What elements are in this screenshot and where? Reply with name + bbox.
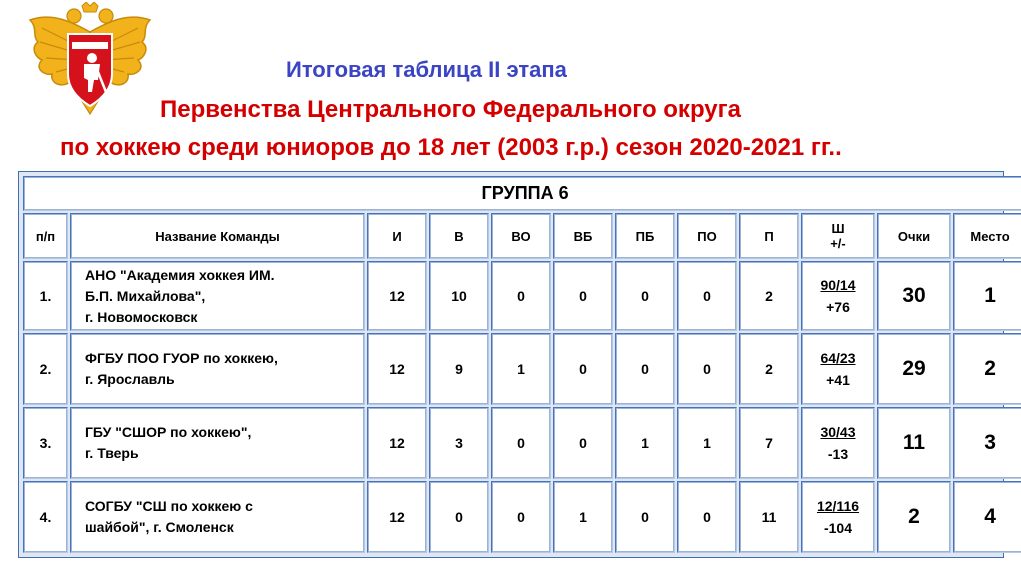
header-team: Название Команды [70,213,365,259]
team-name-line: г. Новомосковск [85,308,198,325]
so-wins-cell: 1 [553,481,613,553]
header-place: Место [953,213,1021,259]
header-losses: П [739,213,799,259]
games-cell: 12 [367,481,427,553]
games-cell: 12 [367,333,427,405]
standings-table-frame [18,171,1010,558]
goals-cell [801,481,875,553]
team-name-line: ГБУ "СШОР по хоккею", [85,424,252,440]
goals-diff: -104 [823,520,853,536]
so-losses-cell: 0 [615,481,675,553]
ot-wins-cell: 0 [491,261,551,331]
losses-cell: 7 [739,407,799,479]
points-cell: 30 [877,261,951,331]
team-name [70,333,365,405]
header-so-wins: ВБ [553,213,613,259]
header-ot-wins: ВО [491,213,551,259]
ot-losses-cell: 0 [677,261,737,331]
goals-ratio: 12/116 [816,498,860,514]
place-cell: 4 [953,481,1021,553]
header-so-losses: ПБ [615,213,675,259]
so-losses-cell: 0 [615,333,675,405]
header-wins: В [429,213,489,259]
header-goals [801,213,875,259]
title-line-2: Первенства Центрального Федерального округа [160,96,741,123]
table-row [23,481,1021,553]
games-cell: 12 [367,407,427,479]
team-name-line: г. Тверь [85,445,139,461]
header-games: И [367,213,427,259]
goals-cell [801,407,875,479]
team-name-line: ФГБУ ПОО ГУОР по хоккею, [85,350,278,366]
standings-table [21,174,1021,555]
wins-cell: 0 [429,481,489,553]
wins-cell: 9 [429,333,489,405]
table-row [23,407,1021,479]
row-num: 3. [23,407,68,479]
title-line-1: Итоговая таблица II этапа [286,57,567,82]
goals-cell [801,261,875,331]
goals-ratio: 90/14 [820,277,856,293]
team-name-line: шайбой", г. Смоленск [85,519,234,535]
group-title: ГРУППА 6 [23,176,1021,211]
title-line-3: по хоккею среди юниоров до 18 лет (2003 г.р.) сезон 2020-2021 гг.. [60,134,842,161]
row-num: 4. [23,481,68,553]
so-wins-cell: 0 [553,333,613,405]
place-cell: 1 [953,261,1021,331]
team-name [70,407,365,479]
eagle-emblem-icon [22,2,158,120]
goals-diff: +76 [826,299,850,315]
table-row [23,261,1021,331]
team-name [70,261,365,331]
header-goals-top: Ш [831,221,845,236]
goals-ratio: 64/23 [820,350,856,366]
losses-cell: 2 [739,333,799,405]
points-cell: 11 [877,407,951,479]
team-name-line: г. Ярославль [85,371,175,387]
header-goals-bottom: +/- [830,236,846,251]
wins-cell: 10 [429,261,489,331]
goals-diff: -13 [827,446,849,462]
row-num: 1. [23,261,68,331]
losses-cell: 2 [739,261,799,331]
table-row [23,333,1021,405]
team-name [70,481,365,553]
header-points: Очки [877,213,951,259]
place-cell: 3 [953,407,1021,479]
row-num: 2. [23,333,68,405]
place-cell: 2 [953,333,1021,405]
wins-cell: 3 [429,407,489,479]
so-wins-cell: 0 [553,407,613,479]
so-wins-cell: 0 [553,261,613,331]
header-num: п/п [23,213,68,259]
points-cell: 2 [877,481,951,553]
header-ot-losses: ПО [677,213,737,259]
losses-cell: 11 [739,481,799,553]
so-losses-cell: 1 [615,407,675,479]
ot-losses-cell: 0 [677,481,737,553]
points-cell: 29 [877,333,951,405]
ot-wins-cell: 0 [491,407,551,479]
so-losses-cell: 0 [615,261,675,331]
team-name-line: СОГБУ "СШ по хоккею с [85,498,253,514]
goals-cell [801,333,875,405]
ot-losses-cell: 0 [677,333,737,405]
ot-wins-cell: 1 [491,333,551,405]
goals-ratio: 30/43 [820,424,856,440]
hockey-russia-logo [22,2,158,120]
goals-diff: +41 [826,372,850,388]
team-name-line: АНО "Академия хоккея ИМ. [85,266,275,283]
ot-losses-cell: 1 [677,407,737,479]
ot-wins-cell: 0 [491,481,551,553]
games-cell: 12 [367,261,427,331]
team-name-line: Б.П. Михайлова", [85,287,206,304]
header-row [23,213,1021,259]
